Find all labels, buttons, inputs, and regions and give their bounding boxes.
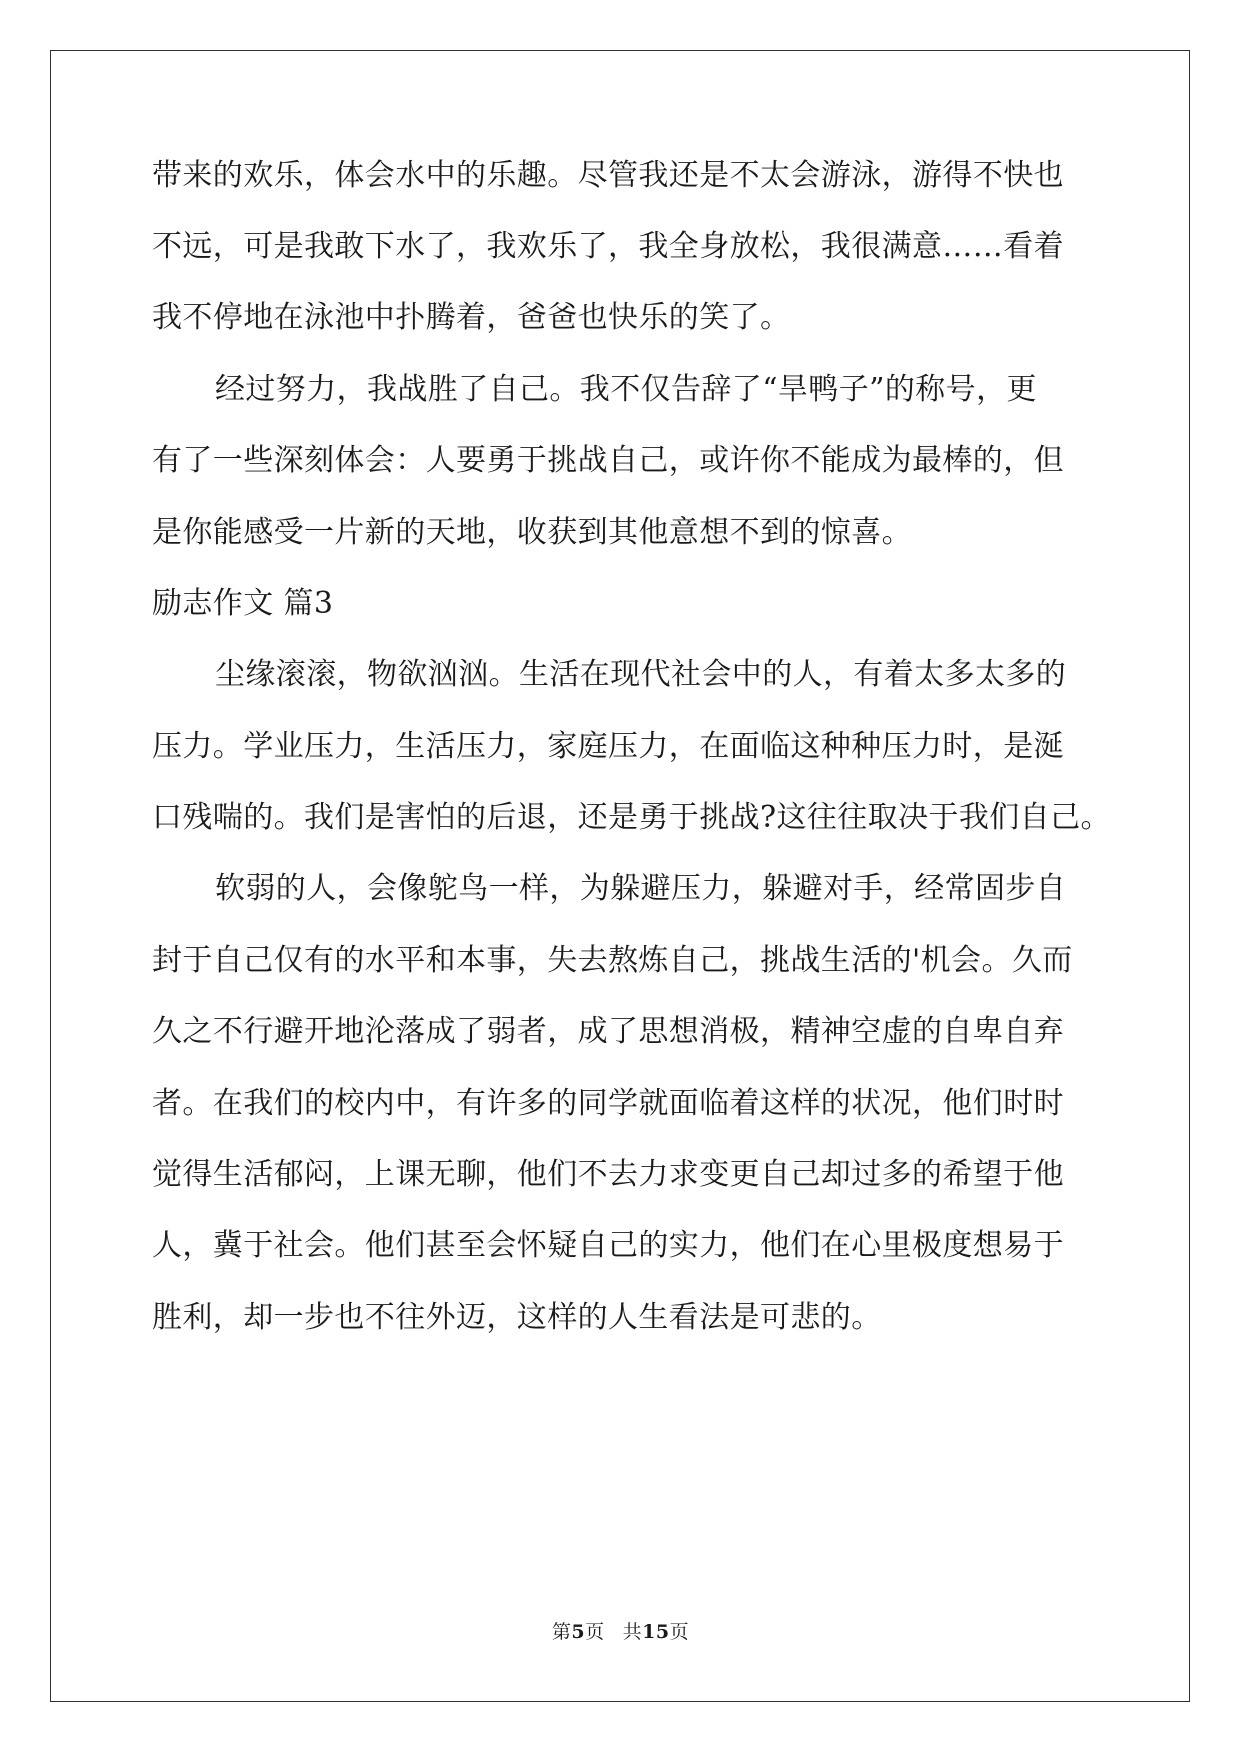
paragraph-line: 我不停地在泳池中扑腾着，爸爸也快乐的笑了。 (152, 300, 791, 335)
paragraph-line: 封于自己仅有的水平和本事，失去熬炼自己，挑战生活的'机会。久而 (152, 943, 1073, 978)
total-prefix: 共 (622, 1621, 643, 1643)
paragraph-line: 尘缘滚滚，物欲汹汹。生活在现代社会中的人，有着太多太多的 (215, 657, 1067, 692)
paragraph-line: 不远，可是我敢下水了，我欢乐了，我全身放松，我很满意……看着 (152, 229, 1064, 264)
total-suffix: 页 (669, 1621, 690, 1643)
page-suffix: 页 (585, 1621, 605, 1643)
section-heading: 励志作文 篇3 (152, 586, 334, 621)
paragraph-line: 者。在我们的校内中，有许多的同学就面临着这样的状况，他们时时 (152, 1086, 1064, 1121)
page-number: 5 (571, 1621, 586, 1643)
paragraph-line: 人，冀于社会。他们甚至会怀疑自己的实力，他们在心里极度想易于 (152, 1228, 1064, 1263)
paragraph-line: 胜利，却一步也不往外迈，这样的人生看法是可悲的。 (152, 1300, 882, 1335)
paragraph-line: 经过努力，我战胜了自己。我不仅告辞了“旱鸭子”的称号，更 (215, 372, 1037, 407)
total-pages: 15 (642, 1621, 670, 1643)
paragraph-line: 软弱的人，会像鸵鸟一样，为躲避压力，躲避对手，经常固步自 (215, 871, 1067, 906)
paragraph-line: 带来的欢乐，体会水中的乐趣。尽管我还是不太会游泳，游得不快也 (152, 158, 1064, 193)
paragraph-line: 有了一些深刻体会：人要勇于挑战自己，或许你不能成为最棒的，但 (152, 443, 1064, 478)
paragraph-line: 觉得生活郁闷，上课无聊，他们不去力求变更自己却过多的希望于他 (152, 1157, 1064, 1192)
paragraph-line: 口残喘的。我们是害怕的后退，还是勇于挑战?这往往取决于我们自己。 (152, 800, 1111, 835)
page-prefix: 第 (551, 1621, 572, 1643)
paragraph-line: 是你能感受一片新的天地，收获到其他意想不到的惊喜。 (152, 515, 912, 550)
page-footer (0, 1620, 1241, 1644)
paragraph-line: 压力。学业压力，生活压力，家庭压力，在面临这种种压力时，是涎 (152, 729, 1064, 764)
paragraph-line: 久之不行避开地沦落成了弱者，成了思想消极，精神空虚的自卑自弃 (152, 1014, 1064, 1049)
